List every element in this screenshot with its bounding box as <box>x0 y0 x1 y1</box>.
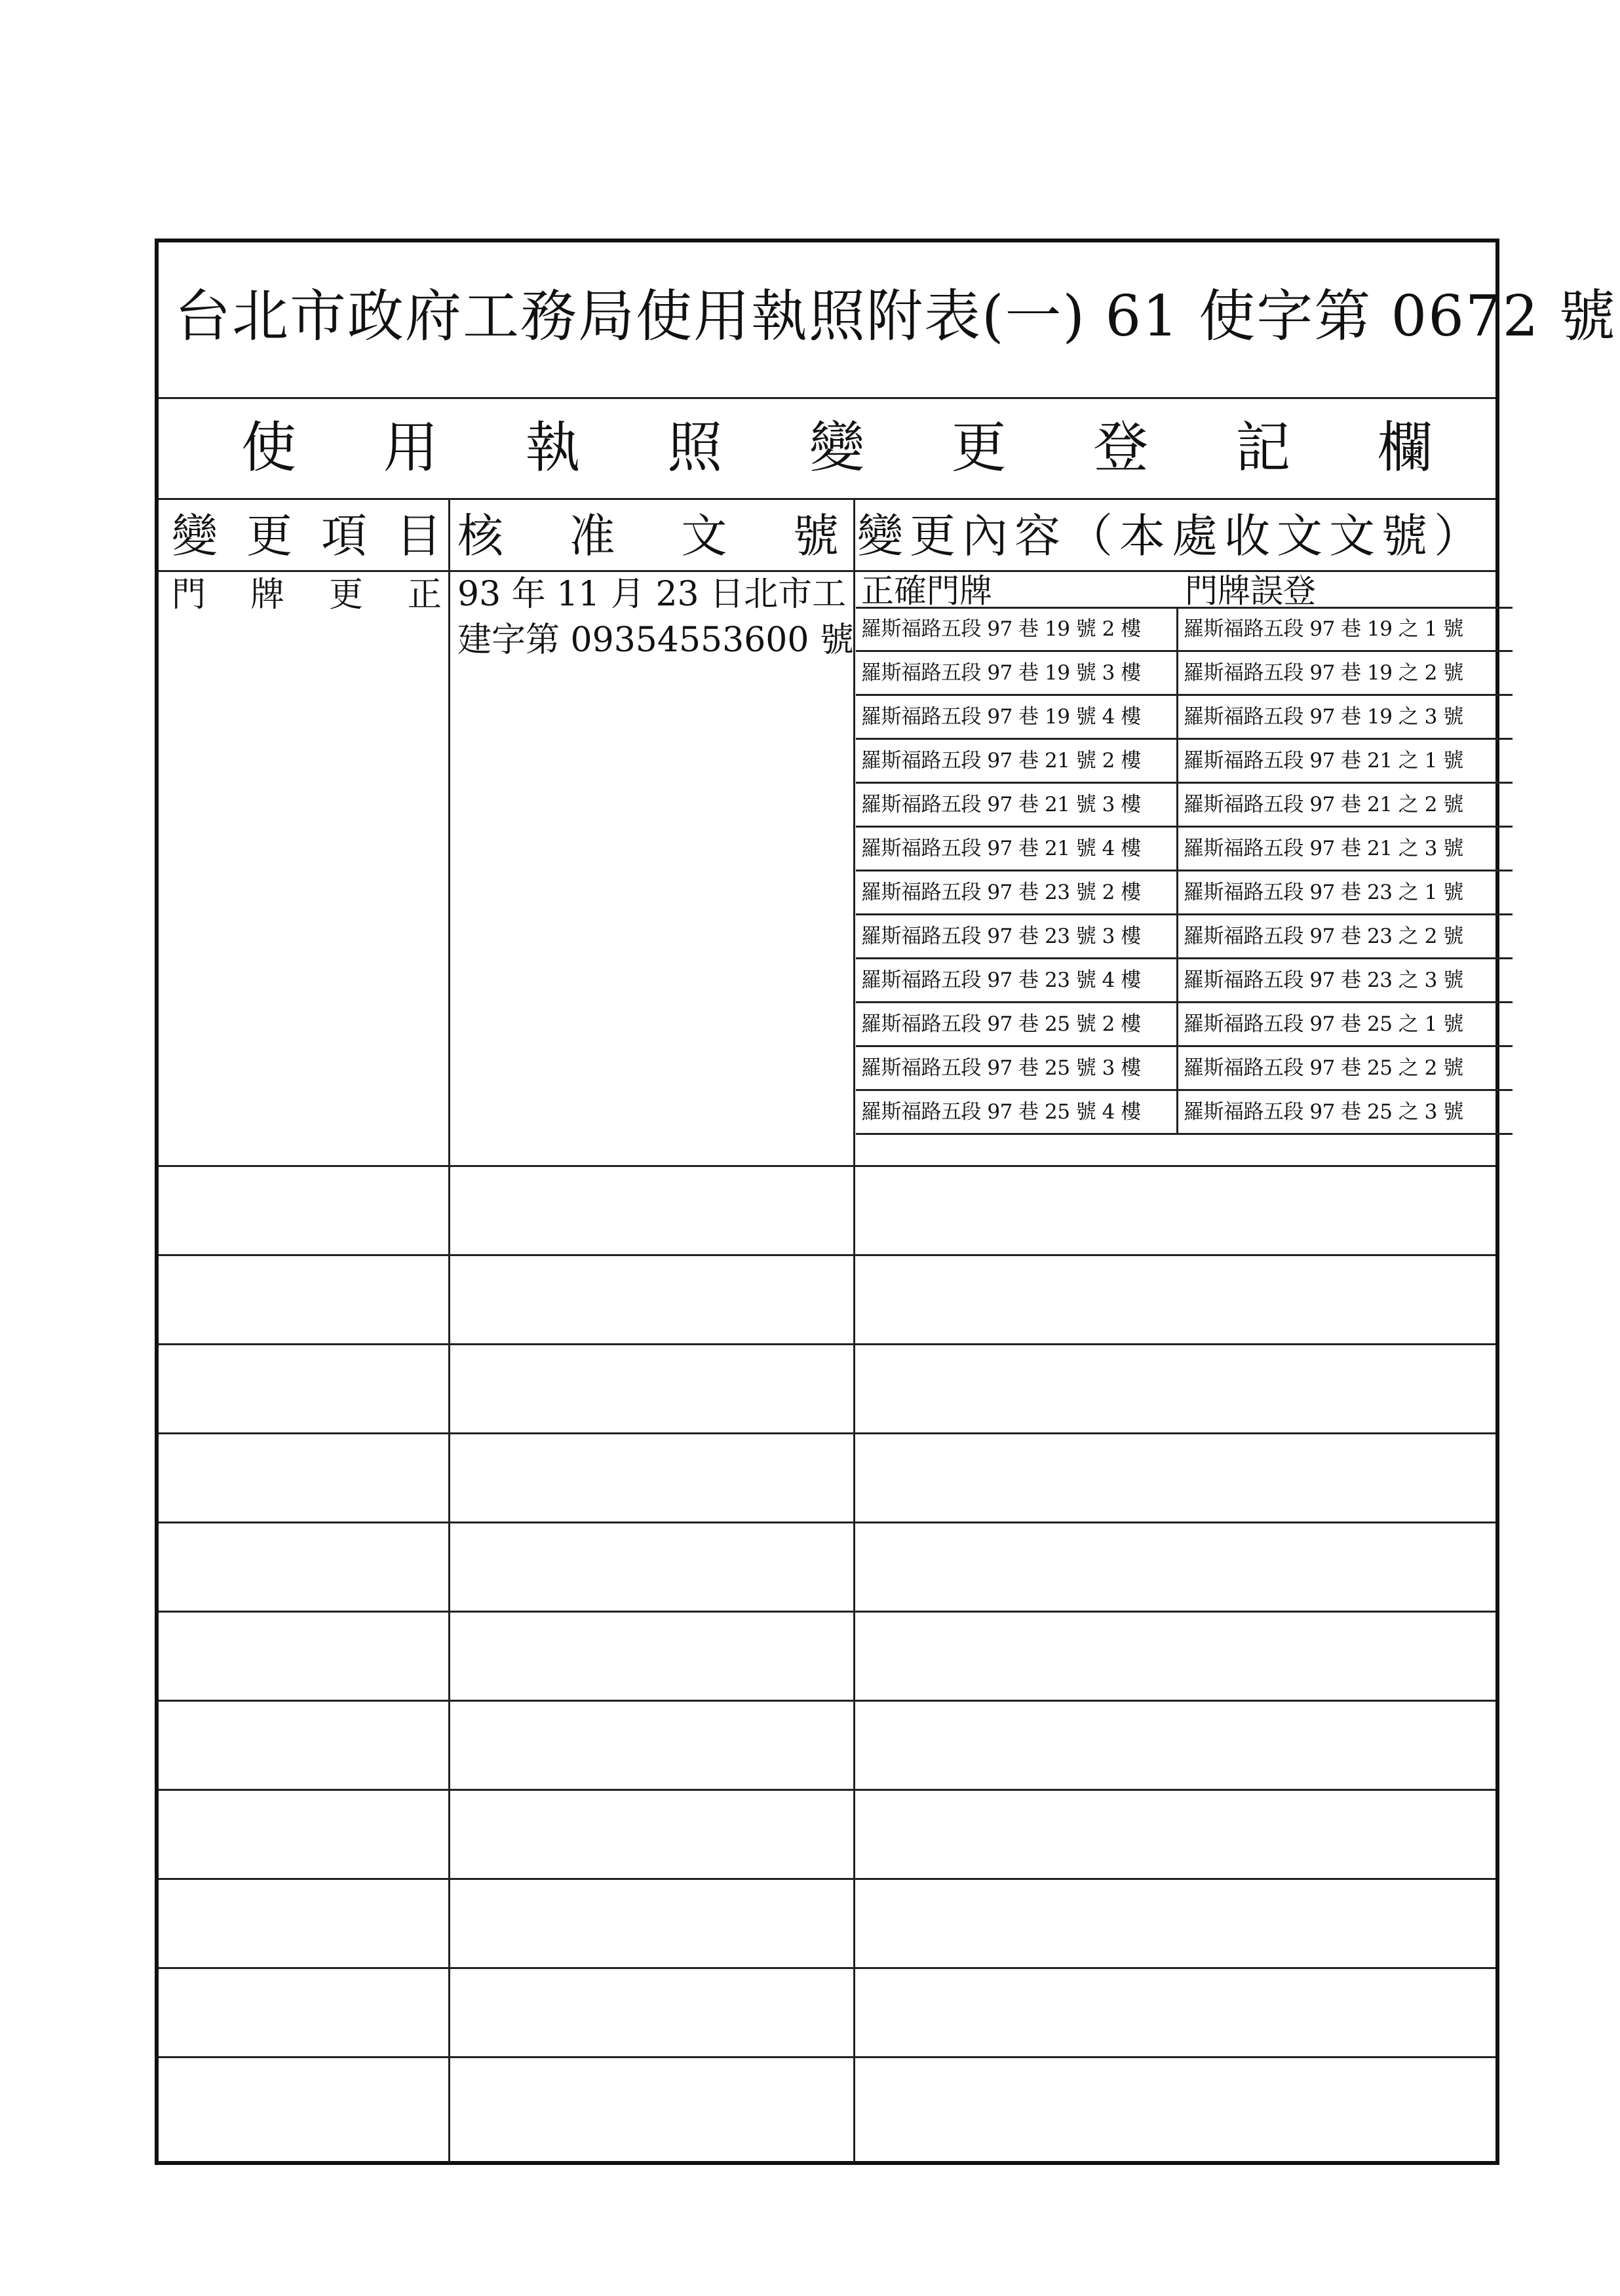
blank-row-line <box>159 1700 1495 1702</box>
approval-line: 93 年 11 月 23 日北市工 <box>457 575 847 614</box>
table-row <box>856 652 1513 696</box>
blank-row-line <box>159 1967 1495 1969</box>
blank-row-line <box>159 1789 1495 1791</box>
correct-address: 羅斯福路五段 97 巷 19 號 3 樓 <box>856 652 1178 694</box>
heading-char: 變 <box>809 415 864 480</box>
table-row <box>856 784 1513 828</box>
address-grid <box>856 608 1513 1135</box>
item-change-type: 門 牌 更 正 <box>172 575 442 615</box>
heading-char: 更 <box>951 415 1007 480</box>
table-row <box>856 915 1513 959</box>
correct-address: 羅斯福路五段 97 巷 21 號 3 樓 <box>856 784 1178 826</box>
wrong-address: 羅斯福路五段 97 巷 23 之 1 號 <box>1184 881 1463 904</box>
blank-row-line <box>159 1254 1495 1256</box>
wrong-address: 羅斯福路五段 97 巷 19 之 1 號 <box>1184 617 1463 641</box>
wrong-address: 羅斯福路五段 97 巷 23 之 2 號 <box>1184 925 1463 948</box>
wrong-address: 羅斯福路五段 97 巷 25 之 1 號 <box>1184 1012 1463 1036</box>
wrong-address: 羅斯福路五段 97 巷 21 之 3 號 <box>1184 837 1463 860</box>
heading-char: 登 <box>1093 415 1149 480</box>
heading-char: 欄 <box>1377 415 1433 480</box>
col-head-content: 變更內容（本處收文文號） <box>857 509 1486 563</box>
col-divider-1 <box>448 498 450 2162</box>
table-row <box>856 1047 1513 1091</box>
blank-row-line <box>159 1165 1495 1167</box>
section-heading <box>159 398 1495 497</box>
blank-row-line <box>159 1878 1495 1880</box>
correct-address: 羅斯福路五段 97 巷 21 號 4 樓 <box>856 828 1178 870</box>
correct-address: 羅斯福路五段 97 巷 19 號 2 樓 <box>856 608 1178 650</box>
wrong-address: 羅斯福路五段 97 巷 23 之 3 號 <box>1184 968 1463 992</box>
document-frame <box>155 239 1617 2165</box>
blank-row-line <box>159 1432 1495 1434</box>
table-row <box>856 1003 1513 1047</box>
blank-row-line <box>159 1343 1495 1345</box>
col-divider-2 <box>853 498 855 2162</box>
sub-head-correct: 正確門牌 <box>861 572 992 610</box>
correct-address: 羅斯福路五段 97 巷 21 號 2 樓 <box>856 740 1178 782</box>
table-row <box>856 696 1513 740</box>
correct-address: 羅斯福路五段 97 巷 23 號 3 樓 <box>856 915 1178 957</box>
table-row <box>856 871 1513 915</box>
table-row <box>856 740 1513 784</box>
heading-char: 使 <box>241 415 297 480</box>
heading-char: 用 <box>383 415 438 480</box>
document-title: 台北市政府工務局使用執照附表(一) 61 使字第 0672 號 <box>174 284 1617 349</box>
correct-address: 羅斯福路五段 97 巷 23 號 2 樓 <box>856 871 1178 913</box>
correct-address: 羅斯福路五段 97 巷 25 號 3 樓 <box>856 1047 1178 1089</box>
wrong-address: 羅斯福路五段 97 巷 21 之 1 號 <box>1184 749 1463 773</box>
table-row <box>856 608 1513 652</box>
blank-row-line <box>159 2056 1495 2058</box>
blank-row-line <box>159 1611 1495 1613</box>
blank-row-line <box>159 1521 1495 1523</box>
col-head-approval: 核 准 文 號 <box>457 509 839 563</box>
table-row <box>856 1091 1513 1135</box>
wrong-address: 羅斯福路五段 97 巷 25 之 2 號 <box>1184 1056 1463 1080</box>
approval-line: 建字第 09354553600 號 <box>457 621 854 660</box>
table-row <box>856 828 1513 871</box>
correct-address: 羅斯福路五段 97 巷 25 號 2 樓 <box>856 1003 1178 1045</box>
sub-head-wrong: 門牌誤登 <box>1185 572 1316 610</box>
correct-address: 羅斯福路五段 97 巷 25 號 4 樓 <box>856 1091 1178 1133</box>
table-row <box>856 959 1513 1003</box>
wrong-address: 羅斯福路五段 97 巷 19 之 2 號 <box>1184 661 1463 685</box>
wrong-address: 羅斯福路五段 97 巷 21 之 2 號 <box>1184 793 1463 816</box>
correct-address: 羅斯福路五段 97 巷 19 號 4 樓 <box>856 696 1178 738</box>
heading-char: 執 <box>525 415 581 480</box>
heading-char: 記 <box>1235 415 1291 480</box>
correct-address: 羅斯福路五段 97 巷 23 號 4 樓 <box>856 959 1178 1001</box>
wrong-address: 羅斯福路五段 97 巷 25 之 3 號 <box>1184 1100 1463 1124</box>
col-head-item: 變 更 項 目 <box>172 509 442 563</box>
approval-number <box>457 571 854 663</box>
heading-char: 照 <box>667 415 723 480</box>
wrong-address: 羅斯福路五段 97 巷 19 之 3 號 <box>1184 705 1463 729</box>
